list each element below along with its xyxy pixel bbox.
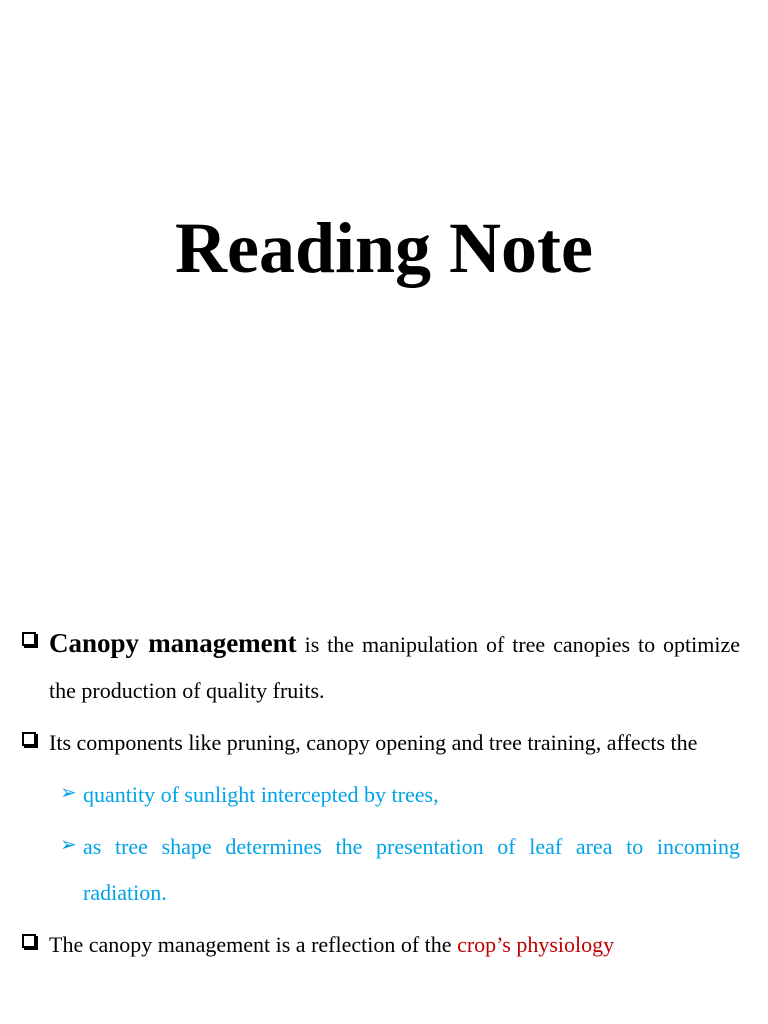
key-term: Canopy management <box>49 628 297 658</box>
bullet-text: Its components like pruning, canopy opening and tree training, affects the <box>49 730 698 755</box>
arrowhead-bullet-icon: ➢ <box>60 780 77 804</box>
bullet-text: The canopy management is a reflection of the <box>49 932 458 957</box>
slide-body <box>20 620 740 974</box>
square-bullet-icon <box>22 632 36 646</box>
bullet-item <box>20 922 740 968</box>
square-bullet-icon <box>22 732 36 746</box>
bullet-text: is the manipulation of tree canopies to optimize the production of quality fruits. <box>49 632 740 703</box>
highlighted-phrase: crop’s physiology <box>457 932 615 957</box>
square-bullet-icon <box>22 934 36 948</box>
bullet-item <box>20 720 740 766</box>
sub-bullet-item <box>20 824 740 916</box>
sub-bullet-item <box>20 772 740 818</box>
sub-bullet-text: quantity of sunlight intercepted by trees, <box>83 782 439 807</box>
arrowhead-bullet-icon: ➢ <box>60 832 77 856</box>
bullet-item <box>20 620 740 714</box>
slide-title: Reading Note <box>175 208 593 288</box>
sub-bullet-text: as tree shape determines the presentation of leaf area to incoming radiation. <box>83 834 740 905</box>
